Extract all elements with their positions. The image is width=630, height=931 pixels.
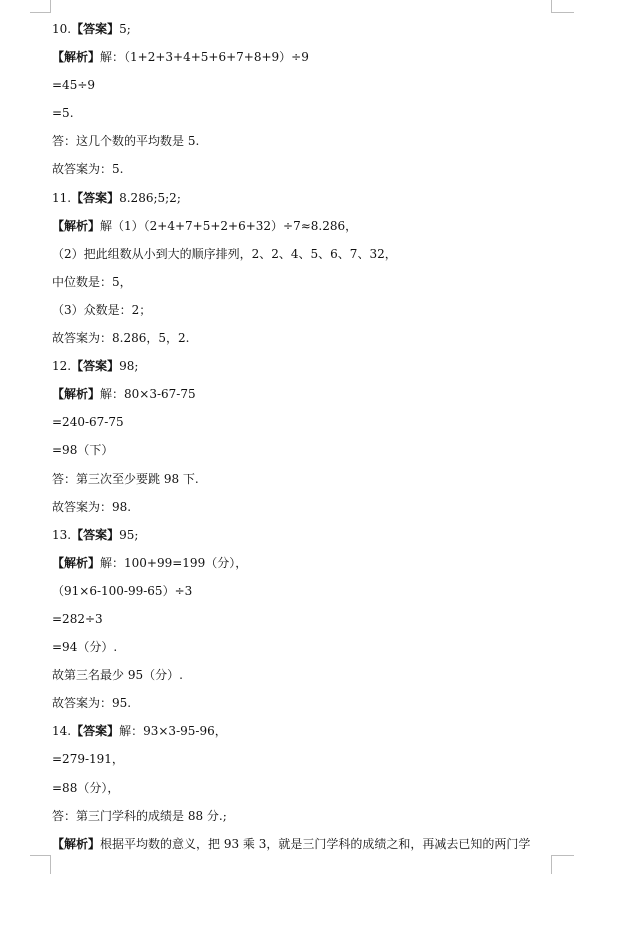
- answer-tag: 【答案】: [71, 190, 120, 205]
- question-number: 14.: [52, 724, 72, 739]
- answer-line: [52, 521, 552, 549]
- line-text: 中位数是：5，: [52, 274, 132, 289]
- line-text: 解：93×3-95-96，: [119, 724, 227, 739]
- text-line: [52, 99, 552, 127]
- analysis-tag: 【解析】: [52, 555, 101, 570]
- line-text: =279-191，: [52, 752, 124, 767]
- text-line: [52, 268, 552, 296]
- answer-tag: 【答案】: [71, 527, 120, 542]
- analysis-line: [52, 830, 552, 858]
- analysis-line: [52, 380, 552, 408]
- analysis-line: [52, 43, 552, 71]
- line-text: 答：第三次至少要跳 98 下.: [52, 471, 199, 486]
- text-line: [52, 774, 552, 802]
- text-line: [52, 240, 552, 268]
- line-text: =94（分）.: [52, 640, 118, 655]
- crop-mark-bottom-left: [30, 855, 51, 874]
- crop-mark-bottom-right: [551, 855, 574, 874]
- text-line: [52, 661, 552, 689]
- analysis-line: [52, 212, 552, 240]
- answer-line: [52, 352, 552, 380]
- line-text: 8.286;5;2;: [119, 190, 181, 205]
- line-text: 解：100+99=199（分），: [100, 555, 248, 570]
- line-text: =98（下）: [52, 443, 114, 458]
- line-text: 故答案为：98.: [52, 499, 132, 514]
- text-line: [52, 802, 552, 830]
- text-line: [52, 633, 552, 661]
- text-line: [52, 324, 552, 352]
- analysis-line: [52, 549, 552, 577]
- question-number: 12.: [52, 359, 72, 374]
- line-text: 故答案为：5.: [52, 162, 124, 177]
- line-text: 故答案为：8.286，5，2.: [52, 331, 190, 346]
- answer-tag: 【答案】: [71, 359, 120, 374]
- question-number: 10.: [52, 22, 72, 36]
- question-number: 11.: [52, 190, 72, 205]
- line-text: 故答案为：95.: [52, 696, 132, 711]
- line-text: （91×6-100-99-65）÷3: [52, 583, 193, 598]
- answer-tag: 【答案】: [71, 724, 120, 739]
- crop-mark-top-left: [30, 0, 51, 13]
- line-text: 答：这几个数的平均数是 5.: [52, 134, 200, 149]
- line-text: =5.: [52, 106, 74, 121]
- line-text: 解：80×3-67-75: [100, 387, 196, 402]
- line-text: 解：（1+2+3+4+5+6+7+8+9）÷9: [100, 50, 309, 65]
- line-text: =45÷9: [52, 78, 96, 93]
- answer-tag: 【答案】: [71, 22, 120, 36]
- analysis-tag: 【解析】: [52, 50, 101, 65]
- line-text: 根据平均数的意义，把 93 乘 3，就是三门学科的成绩之和，再减去已知的两门学: [100, 836, 531, 851]
- answer-line: [52, 184, 552, 212]
- document-body: [52, 15, 552, 858]
- text-line: [52, 408, 552, 436]
- line-text: 答：第三门学科的成绩是 88 分.;: [52, 808, 227, 823]
- line-text: 98;: [119, 359, 139, 374]
- text-line: [52, 605, 552, 633]
- line-text: =88（分），: [52, 780, 120, 795]
- line-text: 95;: [119, 527, 139, 542]
- text-line: [52, 689, 552, 717]
- question-number: 13.: [52, 527, 72, 542]
- line-text: 5;: [119, 22, 131, 36]
- analysis-tag: 【解析】: [52, 836, 101, 851]
- text-line: [52, 436, 552, 464]
- text-line: [52, 127, 552, 155]
- answer-line: [52, 717, 552, 745]
- line-text: （2）把此组数从小到大的顺序排列，2、2、4、5、6、7、32，: [52, 246, 397, 261]
- text-line: [52, 577, 552, 605]
- analysis-tag: 【解析】: [52, 218, 101, 233]
- answer-line: [52, 15, 552, 43]
- text-line: [52, 296, 552, 324]
- text-line: [52, 745, 552, 773]
- crop-mark-top-right: [551, 0, 574, 13]
- text-line: [52, 493, 552, 521]
- text-line: [52, 155, 552, 183]
- text-line: [52, 465, 552, 493]
- line-text: 解（1）（2+4+7+5+2+6+32）÷7≈8.286，: [100, 218, 358, 233]
- line-text: =240-67-75: [52, 415, 124, 430]
- line-text: =282÷3: [52, 611, 103, 626]
- analysis-tag: 【解析】: [52, 387, 101, 402]
- line-text: （3）众数是：2；: [52, 302, 152, 317]
- line-text: 故第三名最少 95（分）.: [52, 668, 183, 683]
- text-line: [52, 71, 552, 99]
